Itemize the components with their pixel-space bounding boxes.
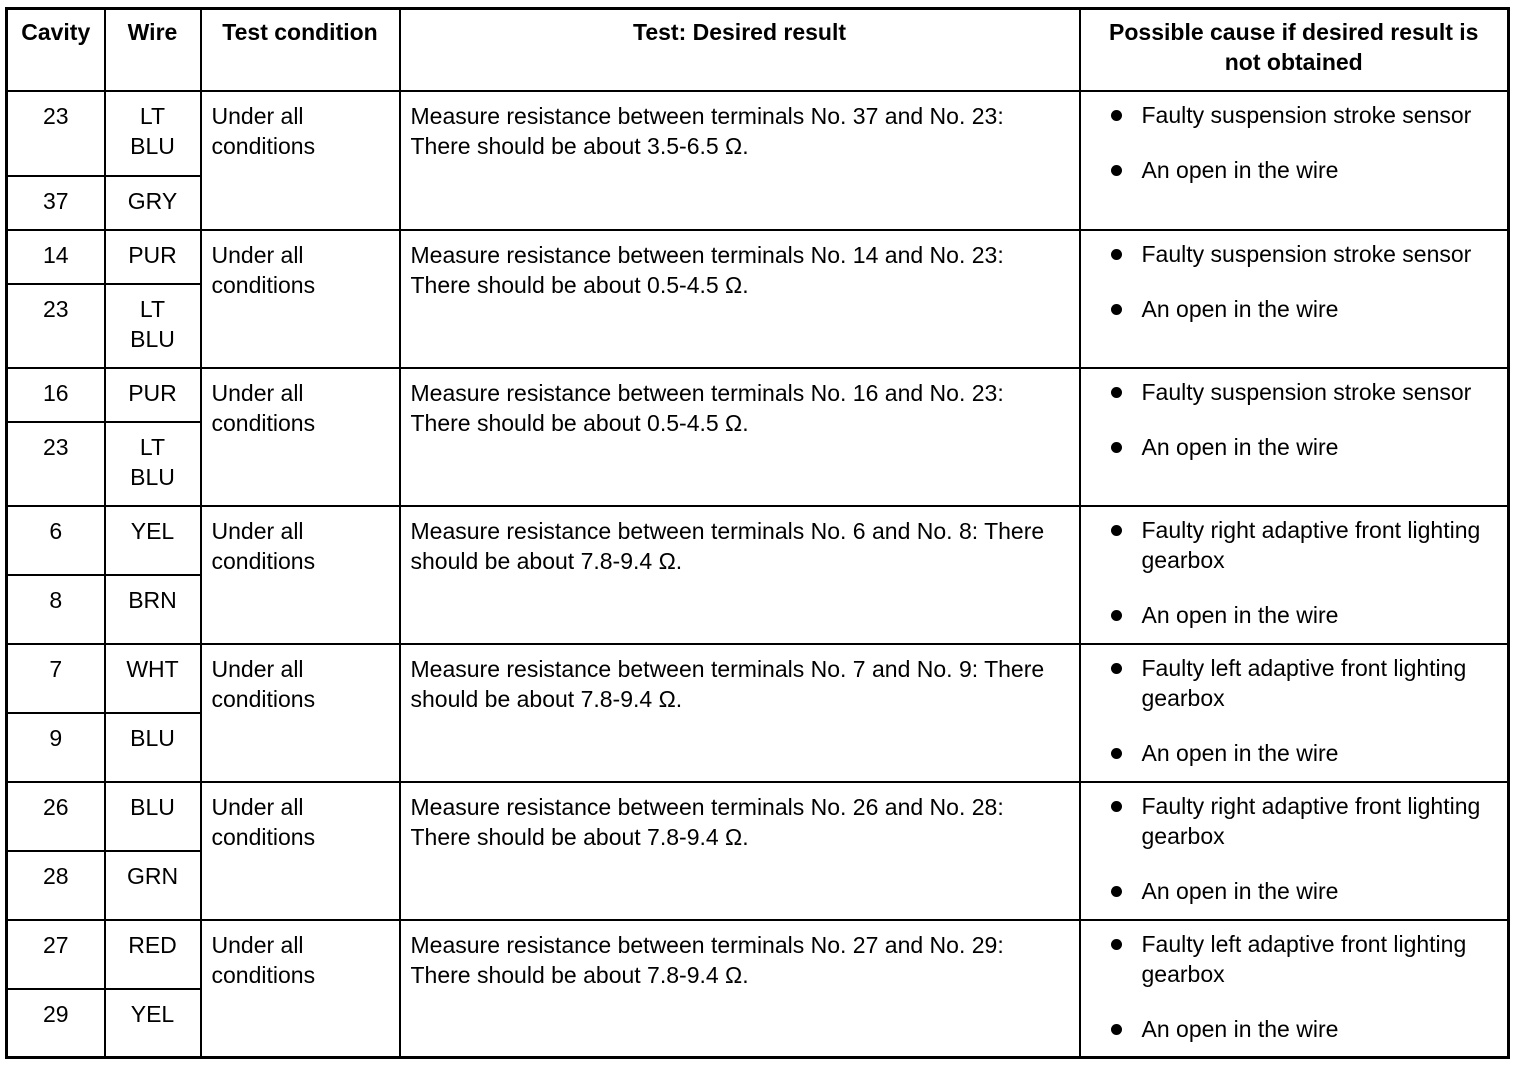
condition-cell: Under all conditions [201, 91, 400, 230]
wire-cell: YEL [105, 989, 201, 1058]
cause-text: Faulty suspension stroke sensor [1141, 240, 1472, 267]
cavity-cell: 6 [7, 506, 105, 575]
cause-text: An open in the wire [1141, 877, 1339, 904]
cause-cell [1080, 230, 1509, 368]
bullet-icon [1111, 525, 1122, 536]
bullet-icon [1111, 939, 1122, 950]
cause-text: An open in the wire [1141, 433, 1339, 460]
cavity-cell: 29 [7, 989, 105, 1058]
condition-cell: Under all conditions [201, 782, 400, 920]
cavity-cell: 23 [7, 91, 105, 176]
condition-cell: Under all conditions [201, 506, 400, 644]
bullet-icon [1111, 748, 1122, 759]
cause-text: An open in the wire [1141, 739, 1339, 766]
pinout-test-table-container [5, 7, 1507, 1058]
wire-cell: BRN [105, 575, 201, 644]
cause-text: Faulty right adaptive front lighting gearbox [1141, 792, 1481, 849]
result-cell: Measure resistance between terminals No. 26 and No. 28: There should be about 7.8-9.4 Ω. [400, 782, 1080, 920]
wire-cell: LT BLU [105, 91, 201, 176]
wire-cell: YEL [105, 506, 201, 575]
cause-cell [1080, 644, 1509, 782]
cavity-cell: 26 [7, 782, 105, 851]
bullet-icon [1111, 886, 1122, 897]
table-row [7, 91, 1509, 176]
cause-item [1091, 239, 1500, 269]
cause-text: Faulty right adaptive front lighting gearbox [1141, 516, 1481, 573]
cavity-cell: 8 [7, 575, 105, 644]
header-cavity: Cavity [7, 9, 105, 91]
pinout-test-table [5, 7, 1510, 1059]
cause-text: An open in the wire [1141, 156, 1339, 183]
cause-cell [1080, 920, 1509, 1058]
header-possible-cause: Possible cause if desired result is not obtained [1080, 9, 1509, 91]
table-row [7, 506, 1509, 575]
cavity-cell: 14 [7, 230, 105, 284]
result-cell: Measure resistance between terminals No. 37 and No. 23: There should be about 3.5-6.5 Ω. [400, 91, 1080, 230]
cause-text: Faulty left adaptive front lighting gearbox [1141, 930, 1467, 987]
wire-cell: LT BLU [105, 284, 201, 368]
cause-item [1091, 155, 1500, 185]
cause-item [1091, 738, 1500, 768]
cause-item [1091, 600, 1500, 630]
result-cell: Measure resistance between terminals No. 27 and No. 29: There should be about 7.8-9.4 Ω. [400, 920, 1080, 1058]
wire-cell: GRY [105, 176, 201, 230]
header-row [7, 9, 1509, 91]
cause-text: Faulty left adaptive front lighting gearbox [1141, 654, 1467, 711]
table-row [7, 368, 1509, 422]
cause-text: Faulty suspension stroke sensor [1141, 378, 1472, 405]
wire-cell: GRN [105, 851, 201, 920]
bullet-icon [1111, 663, 1122, 674]
result-cell: Measure resistance between terminals No. 6 and No. 8: There should be about 7.8-9.4 Ω. [400, 506, 1080, 644]
cause-cell [1080, 506, 1509, 644]
cause-text: An open in the wire [1141, 1015, 1339, 1042]
wire-cell: RED [105, 920, 201, 989]
cavity-cell: 9 [7, 713, 105, 782]
bullet-icon [1111, 442, 1122, 453]
result-cell: Measure resistance between terminals No. 7 and No. 9: There should be about 7.8-9.4 Ω. [400, 644, 1080, 782]
cause-text: An open in the wire [1141, 295, 1339, 322]
cause-cell [1080, 782, 1509, 920]
bullet-icon [1111, 165, 1122, 176]
condition-cell: Under all conditions [201, 230, 400, 368]
wire-cell: PUR [105, 368, 201, 422]
cause-cell [1080, 368, 1509, 506]
cavity-cell: 23 [7, 422, 105, 506]
wire-cell: BLU [105, 782, 201, 851]
header-test-result: Test: Desired result [400, 9, 1080, 91]
table-row [7, 920, 1509, 989]
bullet-icon [1111, 387, 1122, 398]
bullet-icon [1111, 304, 1122, 315]
cavity-cell: 37 [7, 176, 105, 230]
table-row [7, 230, 1509, 284]
cavity-cell: 7 [7, 644, 105, 713]
wire-cell: LT BLU [105, 422, 201, 506]
bullet-icon [1111, 110, 1122, 121]
cause-text: An open in the wire [1141, 601, 1339, 628]
cause-item [1091, 294, 1500, 324]
header-wire: Wire [105, 9, 201, 91]
cause-item [1091, 1014, 1500, 1044]
cavity-cell: 23 [7, 284, 105, 368]
cause-item [1091, 432, 1500, 462]
bullet-icon [1111, 249, 1122, 260]
cause-item [1091, 653, 1500, 713]
bullet-icon [1111, 610, 1122, 621]
cause-item [1091, 100, 1500, 130]
condition-cell: Under all conditions [201, 368, 400, 506]
cause-cell [1080, 91, 1509, 230]
wire-cell: PUR [105, 230, 201, 284]
cause-item [1091, 929, 1500, 989]
cavity-cell: 28 [7, 851, 105, 920]
cause-item [1091, 791, 1500, 851]
condition-cell: Under all conditions [201, 644, 400, 782]
bullet-icon [1111, 1024, 1122, 1035]
wire-cell: BLU [105, 713, 201, 782]
table-row [7, 782, 1509, 851]
cause-item [1091, 377, 1500, 407]
cavity-cell: 16 [7, 368, 105, 422]
table-row [7, 644, 1509, 713]
cause-text: Faulty suspension stroke sensor [1141, 101, 1472, 128]
condition-cell: Under all conditions [201, 920, 400, 1058]
cavity-cell: 27 [7, 920, 105, 989]
bullet-icon [1111, 801, 1122, 812]
cause-item [1091, 876, 1500, 906]
result-cell: Measure resistance between terminals No. 16 and No. 23: There should be about 0.5-4.5 Ω. [400, 368, 1080, 506]
cause-item [1091, 515, 1500, 575]
result-cell: Measure resistance between terminals No. 14 and No. 23: There should be about 0.5-4.5 Ω. [400, 230, 1080, 368]
header-test-condition: Test condition [201, 9, 400, 91]
wire-cell: WHT [105, 644, 201, 713]
